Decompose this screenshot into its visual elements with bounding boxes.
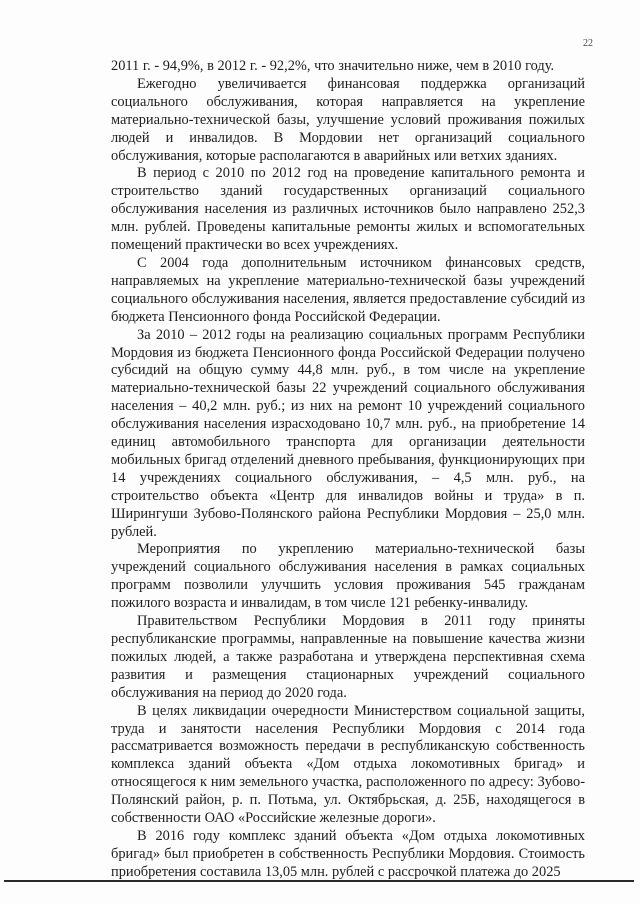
document-body [111, 58, 585, 882]
paragraph-continuation: 2011 г. - 94,9%, в 2012 г. - 92,2%, что значительно ниже, чем в 2010 году. [111, 58, 555, 74]
paragraph: В 2016 году комплекс зданий объекта «Дом отдыха локомотивных бригад» был приобретен в собственность Республики Мордовия. Стоимость приобретения составила 13,05 млн. рублей с рассрочкой платежа до 2025 [111, 827, 585, 880]
paragraph: Ежегодно увеличивается финансовая поддержка организаций социального обслуживания, которая направляется на укрепление материально-технической базы, улучшение условий проживания пожилых людей и инвалидов. В Мордовии нет организаций социального обслуживания, которые располагаются в аварийных или ветхих зданиях. [111, 75, 585, 164]
paragraph: В целях ликвидации очередности Министерством социальной защиты, труда и занятости населения Республики Мордовия с 2014 года рассматривается возможность передачи в республиканскую собственность комплекса зданий объекта «Дом отдыха локомотивных бригад» и относящегося к ним земельного участка, расположенного по адресу: Зубово-Полянский район, р. п. Потьма, ул. Октябрьская, д. 25Б, находящегося в собственности ОАО «Российские железные дороги». [111, 702, 585, 827]
paragraph: За 2010 – 2012 годы на реализацию социальных программ Республики Мордовия из бюджета Пенсионного фонда Российской Федерации получено субсидий на общую сумму 44,8 млн. руб., в том числе на укрепление материально-технической базы 22 учреждений социального обслуживания населения – 40,2 млн. руб.; из них на ремонт 10 учреждений социального обслуживания населения израсходовано 10,7 млн. руб., на приобретение 14 единиц автомобильного транспорта для организации деятельности мобильных бригад отделений дневного пребывания, функционирующих при 14 учреждениях социального обслуживания, – 4,5 млн. руб., на строительство объекта «Центр для инвалидов войны и труда» в п. Ширингуши Зубово-Полянского района Республики Мордовия – 25,0 млн. рублей. [111, 326, 585, 540]
paragraph: Правительством Республики Мордовия в 2011 году приняты республиканские программы, направленные на повышение качества жизни пожилых людей, а также разработана и утверждена перспективная схема развития и размещения стационарных учреждений социального обслуживания на период до 2020 года. [111, 613, 585, 701]
paragraph: Мероприятия по укреплению материально-технической базы учреждений социального обслуживания населения в рамках социальных программ позволили улучшить условия проживания 545 гражданам пожилого возраста и инвалидам, в том числе 121 ребенку-инвалиду. [111, 541, 585, 612]
paragraph: С 2004 года дополнительным источником финансовых средств, направляемых на укрепление материально-технической базы учреждений социального обслуживания населения, является предоставление субсидий из бюджета Пенсионного фонда Российской Федерации. [111, 254, 585, 325]
page-number: 22 [583, 38, 593, 49]
bottom-rule [4, 880, 634, 882]
paragraph: В период с 2010 по 2012 год на проведение капитального ремонта и строительство зданий государственных организаций социального обслуживания населения из различных источников было направлено 252,3 млн. рублей. Проведены капитальные ремонты жилых и вспомогательных помещений практически во всех учреждениях. [111, 165, 585, 254]
